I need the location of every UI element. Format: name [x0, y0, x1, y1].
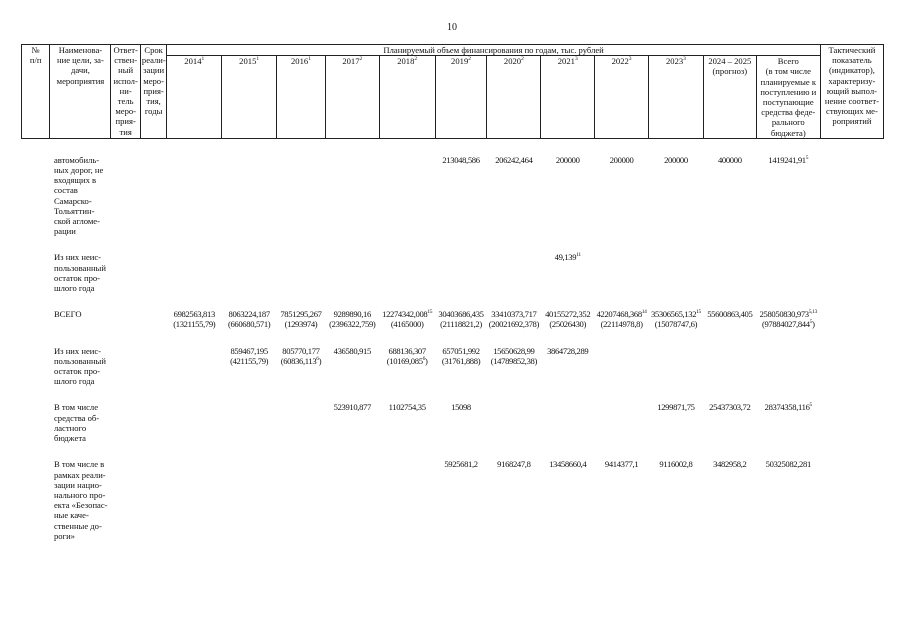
value-cell	[541, 346, 595, 387]
value-cell	[595, 346, 649, 387]
cell-federal-share: (15078747,6)	[654, 319, 698, 330]
cell-value: 8063224,187	[228, 309, 270, 320]
cell-value: 55600863,405	[707, 309, 753, 320]
value-cell	[649, 155, 704, 237]
cell-value: 25437303,72	[709, 402, 751, 413]
value-cell	[487, 459, 541, 541]
cell-value: 523910,877	[333, 402, 371, 413]
indicator-cell	[820, 252, 883, 293]
value-cell	[379, 155, 435, 237]
header-year-label: 2017	[342, 56, 360, 67]
header-year	[595, 56, 649, 139]
header-year	[541, 56, 595, 139]
value-cell: 805770,177 (60836,113$^6$)	[280, 345, 322, 366]
cell-value: 657051,992	[442, 345, 480, 356]
cell-value: 200000	[555, 154, 580, 165]
value-cell	[379, 252, 435, 293]
table-row	[22, 252, 884, 293]
cell-value: 9116002,8	[659, 459, 693, 470]
footnote-marker: 2	[359, 56, 363, 63]
value-cell	[379, 309, 435, 329]
footnote-marker: 5	[809, 319, 813, 326]
value-cell	[487, 346, 541, 387]
cell-value: 33410373,717	[491, 309, 537, 320]
header-year-label: 2018	[397, 56, 415, 67]
cell-federal-share: (31761,888)	[441, 355, 481, 366]
row-gap	[22, 236, 884, 252]
cell-value: 5925681,2	[444, 459, 478, 470]
cell-value: 206242,464	[495, 154, 533, 165]
value-cell	[487, 309, 541, 329]
footnote-marker: 2	[414, 56, 418, 63]
value-cell	[541, 309, 595, 329]
value-cell	[703, 155, 756, 237]
cell-value: 15650628,99	[493, 345, 535, 356]
cell-value: 3482958,2	[713, 459, 747, 470]
header-year-label: 2014	[184, 56, 202, 67]
row-num	[22, 346, 50, 387]
header-year-label: 2016	[291, 56, 309, 67]
cell-value: 3864728,289	[547, 345, 589, 356]
row-label: В том числе средства об- ластного бюджета	[53, 402, 100, 444]
row-gap	[22, 541, 884, 557]
value-cell	[595, 459, 649, 541]
value-cell	[277, 402, 326, 443]
cell-value: 7851295,267	[280, 309, 322, 320]
footnote-marker: 3	[574, 56, 578, 63]
cell-value: 258050830,973	[759, 309, 809, 320]
footnote-marker: 1	[201, 56, 205, 63]
header-indicator: Тактический показатель (индикатор), характеризу- ющий выпол- нение соответ- ствующих ме- роприятий	[820, 45, 883, 139]
value-cell	[703, 346, 756, 387]
cell-federal-share: (25026430)	[549, 319, 587, 330]
value-cell	[222, 252, 277, 293]
value-cell: 258050830,973$^{5,13}$ (97884027,844$^5$)	[759, 309, 817, 330]
value-cell	[222, 309, 277, 329]
cell-value: 213048,586	[442, 154, 480, 165]
header-year	[325, 56, 379, 139]
value-cell	[649, 402, 704, 443]
row-num	[22, 309, 50, 329]
value-cell	[379, 402, 435, 443]
page-number: 10	[447, 22, 457, 33]
header-year-label: 2022	[611, 56, 629, 67]
header-num: № п/п	[22, 45, 50, 139]
header-row	[22, 45, 884, 56]
footnote-marker: 5	[809, 402, 812, 409]
header-year	[487, 56, 541, 139]
value-cell	[756, 459, 820, 541]
value-cell	[435, 155, 487, 237]
value-cell	[325, 459, 379, 541]
value-cell	[435, 309, 487, 329]
cell-value: 28374358,116	[764, 402, 810, 413]
table-row	[22, 402, 884, 443]
value-cell	[703, 309, 756, 329]
value-cell	[325, 252, 379, 293]
value-cell	[435, 459, 487, 541]
cell-value: 805770,177	[282, 345, 320, 356]
value-cell	[487, 155, 541, 237]
cell-value: 50325082,281	[765, 459, 811, 470]
header-year	[277, 56, 326, 139]
cell-federal-share: (4165000)	[390, 319, 424, 330]
cell-federal-share: (14789852,38)	[490, 355, 538, 366]
value-cell	[277, 252, 326, 293]
value-cell	[325, 309, 379, 329]
row-gap	[22, 293, 884, 309]
indicator-cell	[820, 459, 883, 541]
value-cell	[595, 402, 649, 443]
header-year	[379, 56, 435, 139]
row-gap	[22, 138, 884, 155]
footnote-marker: 6	[316, 356, 319, 363]
value-cell	[167, 346, 222, 387]
row-label: Из них неис- пользованный остаток про- шлого года	[53, 252, 106, 294]
value-cell	[167, 155, 222, 237]
value-cell	[756, 155, 820, 237]
footnote-marker: 2	[468, 56, 471, 63]
cell-value: 40155272,352	[545, 309, 591, 320]
cell-value: 13458660,4	[549, 459, 587, 470]
row-num	[22, 402, 50, 443]
value-cell	[435, 402, 487, 443]
row-label: В том числе в рамках реали- зации нацио- нального про- екта «Безопас- ные каче- ственные до- роги»	[53, 459, 108, 541]
indicator-cell	[820, 346, 883, 387]
header-term: Срок реали- зации меро- прия- тия, годы	[140, 45, 166, 139]
value-cell	[703, 252, 756, 293]
header-executor: Ответ- ствен- ный испол- ни- тель меро- прия- тия	[111, 45, 140, 139]
value-cell	[649, 309, 704, 329]
cell-federal-share: (60836,113	[280, 355, 317, 366]
indicator-cell	[820, 155, 883, 237]
indicator-cell	[820, 309, 883, 329]
cell-federal-share: (660680,571)	[227, 319, 271, 330]
cell-federal-share: (20021692,378)	[488, 319, 539, 330]
header-year	[222, 56, 277, 139]
row-gap	[22, 330, 884, 346]
cell-value: 12274342,008	[382, 309, 428, 320]
indicator-cell	[820, 402, 883, 443]
value-cell	[541, 252, 595, 293]
row-num	[22, 252, 50, 293]
row-label: ВСЕГО	[53, 309, 82, 320]
value-cell	[167, 459, 222, 541]
cell-federal-share: (22114978,8)	[600, 319, 643, 330]
footnote-marker: 2	[521, 56, 524, 63]
header-year-label: 2019	[451, 56, 469, 67]
footnote-marker: 15	[696, 309, 701, 316]
cell-value: 42207468,368	[596, 309, 642, 320]
value-cell	[595, 252, 649, 293]
cell-value: 6982563,813	[173, 309, 215, 320]
value-cell	[277, 459, 326, 541]
table-row	[22, 309, 884, 329]
row-label: автомобиль- ных дорог, не входящих в состав Самарско- Тольяттин- ской агломе- рации	[53, 154, 104, 237]
financing-table	[21, 44, 884, 557]
value-cell	[435, 346, 487, 387]
footnote-marker: 1	[256, 56, 260, 63]
header-year	[703, 56, 756, 139]
value-cell	[167, 252, 222, 293]
header-year	[649, 56, 704, 139]
cell-value: 35306565,132	[650, 309, 697, 320]
value-cell	[325, 155, 379, 237]
header-year	[435, 56, 487, 139]
row-gap	[22, 443, 884, 459]
value-cell	[756, 402, 820, 443]
header-year-label: 2015	[239, 56, 257, 67]
row-num	[22, 155, 50, 237]
value-cell	[277, 155, 326, 237]
value-cell	[222, 402, 277, 443]
value-cell	[167, 402, 222, 443]
cell-federal-share: (1293974)	[284, 319, 318, 330]
value-cell	[541, 155, 595, 237]
value-cell	[756, 252, 820, 293]
row-label: Из них неис- пользованный остаток про- шлого года	[53, 345, 106, 387]
value-cell	[277, 309, 326, 329]
value-cell	[325, 402, 379, 443]
value-cell	[649, 252, 704, 293]
value-cell	[435, 252, 487, 293]
cell-value: 1102754,35	[388, 402, 426, 413]
value-cell	[756, 346, 820, 387]
value-cell	[541, 402, 595, 443]
row-num	[22, 459, 50, 541]
value-cell	[167, 309, 222, 329]
footnote-marker: 14	[641, 309, 647, 316]
cell-value: 1419241,91	[768, 154, 806, 165]
cell-value: 200000	[664, 154, 688, 165]
cell-value: 859467,195	[230, 345, 268, 356]
cell-federal-share: (21118821,2)	[440, 319, 482, 330]
cell-value: 15098	[451, 402, 471, 413]
value-cell	[222, 155, 277, 237]
value-cell	[703, 459, 756, 541]
header-financing-title: Планируемый объем финансирования по годам, тыс. рублей	[167, 45, 821, 56]
cell-value: 436580,915	[333, 345, 371, 356]
value-cell	[649, 459, 704, 541]
header-year-label: 2024 – 2025 (прогноз)	[708, 56, 752, 77]
cell-value: 9414377,1	[604, 459, 639, 470]
value-cell	[487, 252, 541, 293]
value-cell	[595, 155, 649, 237]
table-row	[22, 459, 884, 541]
cell-value: 30403686,435	[438, 309, 484, 320]
header-year-label: 2023	[665, 56, 684, 67]
cell-value: 200000	[609, 154, 634, 165]
cell-value: 49,139	[554, 252, 577, 263]
footnote-marker: 5	[805, 154, 809, 161]
value-cell	[487, 402, 541, 443]
value-cell	[379, 459, 435, 541]
header-year-label: 2020	[503, 56, 522, 67]
footnote-marker: 3	[683, 56, 686, 63]
cell-value: 1299871,75	[657, 402, 695, 413]
cell-value: 9168247,8	[497, 459, 531, 470]
value-cell	[703, 402, 756, 443]
header-total: Всего (в том числе планируемые к поступлению и поступающие средства феде- рального бюджета)	[756, 56, 820, 139]
cell-value: 688136,307	[388, 345, 426, 356]
value-cell	[649, 346, 704, 387]
value-cell	[222, 459, 277, 541]
value-cell	[325, 346, 379, 387]
cell-value: 400000	[717, 154, 742, 165]
cell-federal-share: (421155,79)	[230, 355, 269, 366]
cell-federal-share: (2396322,759)	[329, 319, 376, 330]
header-year-label: 2021	[557, 56, 575, 67]
header-name: Наименова- ние цели, за- дачи, мероприятия	[50, 45, 111, 139]
footnote-marker: 5,13	[808, 309, 817, 316]
header-year	[167, 56, 222, 139]
cell-federal-share: (10169,085	[386, 355, 423, 366]
value-cell	[595, 309, 649, 329]
cell-federal-share: (97884027,844	[761, 319, 810, 330]
cell-value: 9289890,16	[333, 309, 371, 320]
table-row	[22, 155, 884, 237]
cell-federal-share: (1321155,79)	[173, 319, 216, 330]
value-cell	[541, 459, 595, 541]
footnote-marker: 6	[422, 356, 426, 363]
footnote-marker: 1	[308, 56, 311, 63]
value-cell: 688136,307 (10169,085$^6$)	[386, 345, 428, 366]
footnote-marker: 15	[427, 309, 433, 316]
footnote-marker: 3	[628, 56, 632, 63]
footnote-marker: 11	[576, 252, 581, 259]
value-cell	[222, 346, 277, 387]
row-gap	[22, 386, 884, 402]
table-row	[22, 346, 884, 387]
